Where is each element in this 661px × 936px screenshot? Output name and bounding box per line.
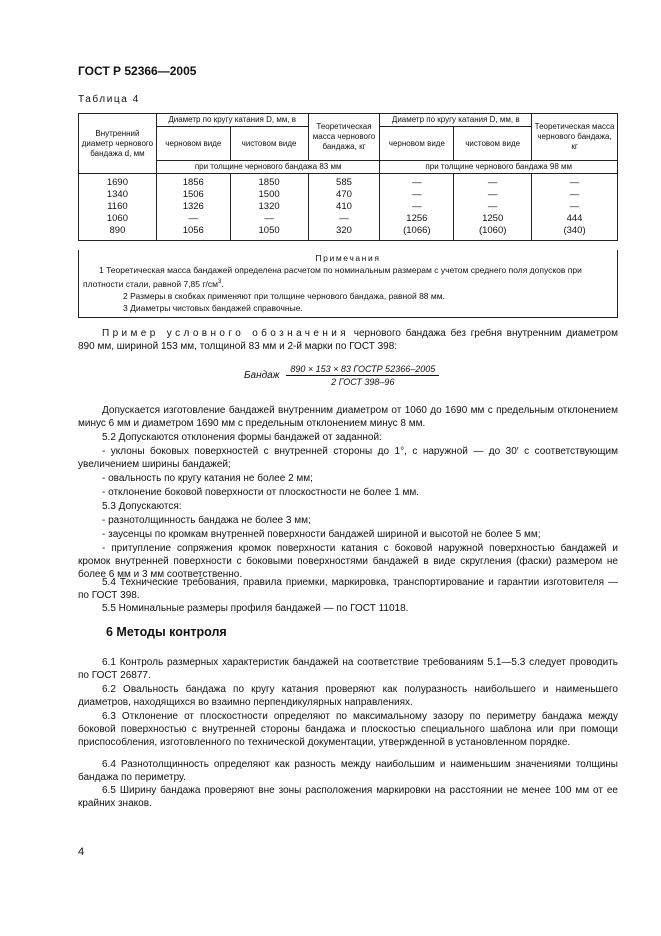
paragraph-slopes: - уклоны боковых поверхностей с внутренней стороны до 1°, с наружной — до 30′ с соответствующим увеличением ширины бандажей; xyxy=(78,446,618,470)
cells-finish-b: — — — 1250 (1060) xyxy=(454,174,532,241)
note-2: 2 Размеры в скобках применяют при толщине чернового бандажа, равной 88 мм. xyxy=(123,290,445,301)
paragraph-ovality: - овальность по кругу катания не более 2 мм; xyxy=(102,473,313,484)
col-header-rough-a: черновом виде xyxy=(156,127,230,161)
paragraph-5-5: 5.5 Номинальные размеры профиля бандажей — по ГОСТ 11018. xyxy=(102,603,409,614)
designation-formula xyxy=(244,364,439,387)
formula-denominator: 2 ГОСТ 398–96 xyxy=(331,377,395,387)
col-group-diameter-a: Диаметр по кругу катания D, мм, в xyxy=(156,114,308,127)
cells-mass-a: 585 470 410 — 320 xyxy=(308,174,380,241)
table-caption: Таблица 4 xyxy=(78,94,140,105)
col-header-mass-b: Теоретическая масса чернового бандажа, кг xyxy=(532,114,618,161)
paragraph-burrs: - заусенцы по кромкам внутренней поверхности бандажей шириной и высотой не более 5 мм; xyxy=(102,529,541,540)
table-notes xyxy=(78,250,618,318)
band-thickness-83: при толщине чернового бандажа 83 мм xyxy=(156,161,380,174)
formula-fraction xyxy=(286,364,439,387)
paragraph-6-3: 6.3 Отклонение от плоскостности определяют по максимальному зазору по периметру бандажа между боковой поверхностью с внутренней стороны бандажа и плоскостью специального шаблона или при помощи приспособления, изготовленного по технической документации, утвержденной в установленном порядке. xyxy=(78,711,618,748)
col-header-mass-a: Теоретическая масса чернового бандажа, кг xyxy=(308,114,380,161)
note-1-sup: 3 xyxy=(217,279,222,285)
col-header-inner-diameter: Внутренний диаметр чернового бандажа d, мм xyxy=(79,114,157,174)
example-text: чернового бандажа без гребня внутренним диаметром 890 мм, шириной 153 мм, толщиной 83 мм и 2-й марки по ГОСТ 398: xyxy=(78,328,618,352)
col-header-rough-b: черновом виде xyxy=(380,127,454,161)
paragraph-thickness-variation: - разнотолщинность бандажа не более 3 мм; xyxy=(102,515,311,526)
band-thickness-98: при толщине чернового бандажа 98 мм xyxy=(380,161,618,174)
paragraph-5-2: 5.2 Допускаются отклонения формы бандажей от заданной: xyxy=(102,432,382,443)
cells-finish-a: 1850 1500 1320 — 1050 xyxy=(230,174,308,241)
paragraph-6-2: 6.2 Овальность бандажа по кругу катания проверяют как полуразность наибольшего и наименьшего диаметров, находящихся во взаимно перпендикулярных направлениях. xyxy=(78,684,618,708)
page-number: 4 xyxy=(78,846,85,858)
note-1 xyxy=(83,264,613,290)
cells-mass-b: — — — 444 (340) xyxy=(532,174,618,241)
paragraph-6-1: 6.1 Контроль размерных характеристик бандажей на соответствие требованиям 5.1—5.3 следует проводить по ГОСТ 26877. xyxy=(78,657,618,681)
paragraph-tolerance: Допускается изготовление бандажей внутренним диаметром от 1060 до 1690 мм с предельным отклонением минус 6 мм и диаметром 1690 мм с предельным отклонением минус 8 мм. xyxy=(78,405,618,429)
note-3: 3 Диаметры чистовых бандажей справочные. xyxy=(123,302,303,313)
note-1-end: . xyxy=(221,278,224,289)
cells-rough-b: — — — 1256 (1066) xyxy=(380,174,454,241)
paragraph-6-4: 6.4 Разнотолщинность определяют как разность между наибольшим и наименьшим значениями толщины бандажа по периметру. xyxy=(78,759,618,783)
notes-title: Примечания xyxy=(315,253,381,263)
col-header-finish-a: чистовом виде xyxy=(230,127,308,161)
dimensions-table xyxy=(78,113,618,241)
formula-numerator: 890 × 153 × 83 ГОСТР 52366–2005 xyxy=(286,364,439,376)
col-header-finish-b: чистовом виде xyxy=(454,127,532,161)
paragraph-flatness: - отклонение боковой поверхности от плоскостности не более 1 мм. xyxy=(102,487,420,498)
formula-label: Бандаж xyxy=(244,370,280,382)
designation-example xyxy=(78,327,618,353)
paragraph-5-3: 5.3 Допускаются: xyxy=(102,501,182,512)
paragraph-5-4: 5.4 Технические требования, правила приемки, маркировка, транспортирование и гарантии изготовителя — по ГОСТ 398. xyxy=(78,577,618,601)
col-group-diameter-b: Диаметр по кругу катания D, мм, в xyxy=(380,114,532,127)
paragraph-chamfer: - притупление сопряжения кромок поверхности катания с боковой наружной поверхностью бандажей и кромок внутренней поверхности с боковыми поверхностями бандажей в виде скругления (фаски) размером не более 6 мм и 3 мм соответственно. xyxy=(78,543,618,580)
paragraph-6-5: 6.5 Ширину бандажа проверяют вне зоны расположения маркировки на расстоянии не менее 100 мм от ее крайних знаков. xyxy=(78,785,618,809)
example-lead: Пример условного обозначения xyxy=(102,328,350,339)
cells-rough-a: 1856 1506 1326 — 1056 xyxy=(156,174,230,241)
note-1-text: 1 Теоретическая масса бандажей определена расчетом по номинальным размерам с учетом среднего поля допусков при плотности стали, равной 7,85 г/см xyxy=(83,265,582,289)
section-6-heading: 6 Методы контроля xyxy=(106,625,227,639)
cells-inner-diameter: 1690 1340 1160 1060 890 xyxy=(79,174,157,241)
document-header: ГОСТ Р 52366—2005 xyxy=(78,64,197,78)
